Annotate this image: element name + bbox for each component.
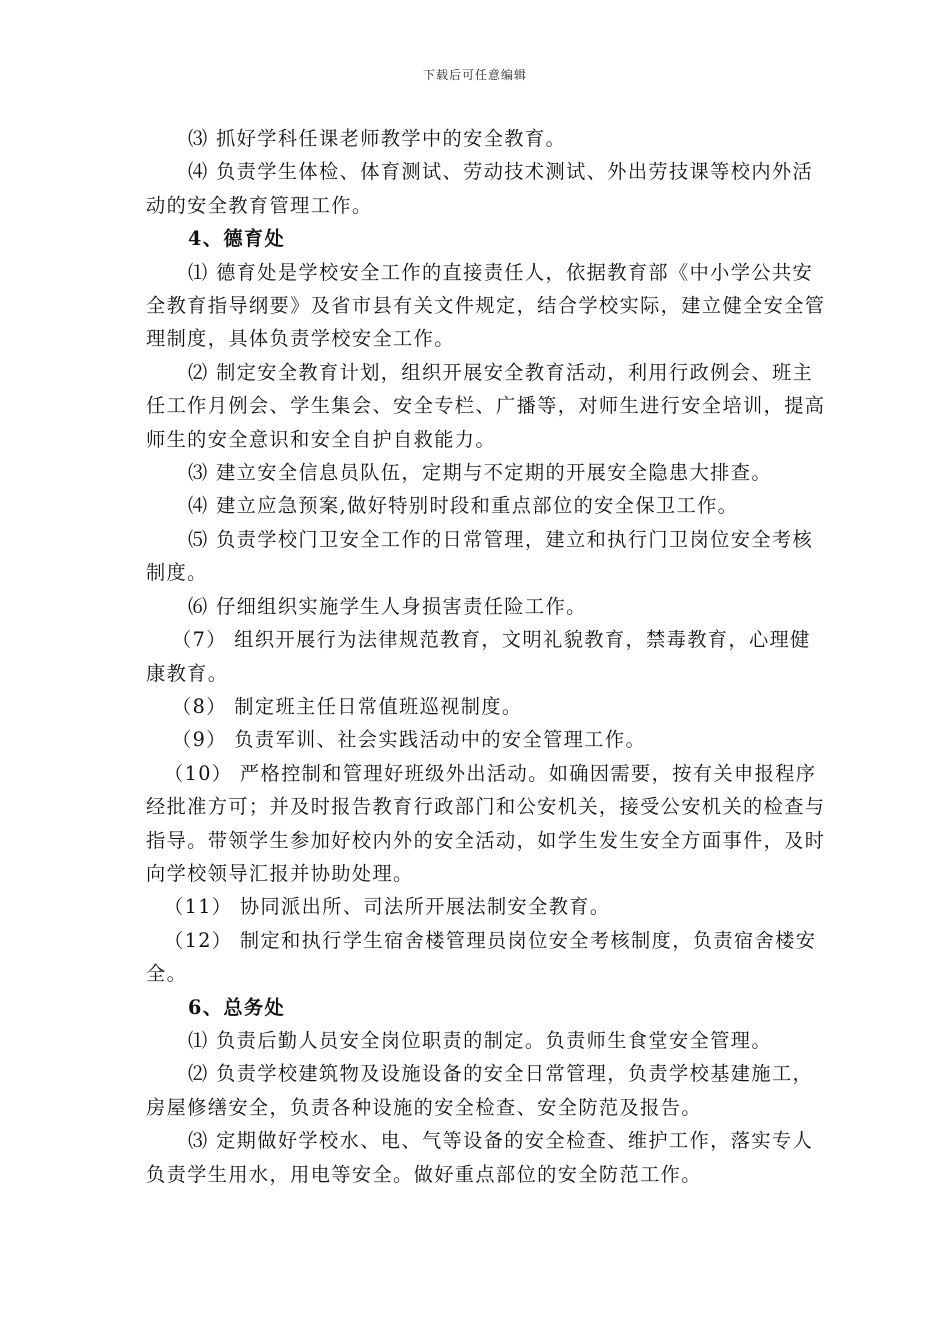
paragraph-moral-6: ⑹ 仔细组织实施学生人身损害责任险工作。: [188, 594, 587, 618]
paragraph-moral-12: （12） 制定和执行学生宿舍楼管理员岗位安全考核制度，负责宿舍楼安全。: [146, 928, 817, 986]
paragraph-teaching-safety: ⑶ 抓好学科任课老师教学中的安全教育。: [188, 127, 567, 150]
paragraph-moral-10: （10） 严格控制和管理好班级外出活动。如确因需要，按有关申报程序经批准方可；并及时报告教育行政部门和公安机关，接受公安机关的检查与指导。带领学生参加好校内外的安全活动，如学生发生安全方面事件，及时向学校领导汇报并协助处理。: [146, 761, 826, 885]
paragraph-affairs-1: ⑴ 负责后勤人员安全岗位职责的制定。负责师生食堂安全管理。: [188, 1028, 772, 1052]
paragraph-moral-4: ⑷ 建立应急预案,做好特别时段和重点部位的安全保卫工作。: [188, 494, 739, 518]
paragraph-moral-8: （8） 制定班主任日常值班巡视制度。: [172, 694, 523, 718]
paragraph-activities-safety: ⑷ 负责学生体检、体育测试、劳动技术测试、外出劳技课等校内外活动的安全教育管理工作。: [146, 160, 814, 217]
paragraph-moral-1: ⑴ 德育处是学校安全工作的直接责任人，依据教育部《中小学公共安全教育指导纲要》及省市县有关文件规定，结合学校实际，建立健全安全管理制度，具体负责学校安全工作。: [146, 260, 826, 351]
header-note: 下载后可任意编辑: [422, 68, 527, 82]
paragraph-moral-7: （7） 组织开展行为法律规范教育，文明礼貌教育，禁毒教育，心理健康教育。: [146, 628, 811, 685]
section-heading-moral-education: 4、德育处: [188, 227, 286, 251]
paragraph-affairs-3: ⑶ 定期做好学校水、电、气等设备的安全检查、维护工作，落实专人负责学生用水，用电等安全。做好重点部位的安全防范工作。: [146, 1129, 814, 1186]
paragraph-moral-5: ⑸ 负责学校门卫安全工作的日常管理，建立和执行门卫岗位安全考核制度。: [146, 527, 814, 585]
paragraph-affairs-2: ⑵ 负责学校建筑物及设施设备的安全日常管理，负责学校基建施工，房屋修缮安全，负责各种设施的安全检查、安全防范及报告。: [146, 1062, 814, 1119]
section-heading-general-affairs: 6、总务处: [188, 995, 286, 1019]
paragraph-moral-9: （9） 负责军训、社会实践活动中的安全管理工作。: [172, 728, 647, 752]
paragraph-moral-2: ⑵ 制定安全教育计划，组织开展安全教育活动，利用行政例会、班主任工作月例会、学生集会、安全专栏、广播等，对师生进行安全培训，提高师生的安全意识和安全自护自救能力。: [146, 360, 826, 451]
paragraph-moral-11: （11） 协同派出所、司法所开展法制安全教育。: [164, 895, 611, 919]
paragraph-moral-3: ⑶ 建立安全信息员队伍，定期与不定期的开展安全隐患大排查。: [188, 461, 772, 485]
document-body: [146, 122, 826, 1191]
